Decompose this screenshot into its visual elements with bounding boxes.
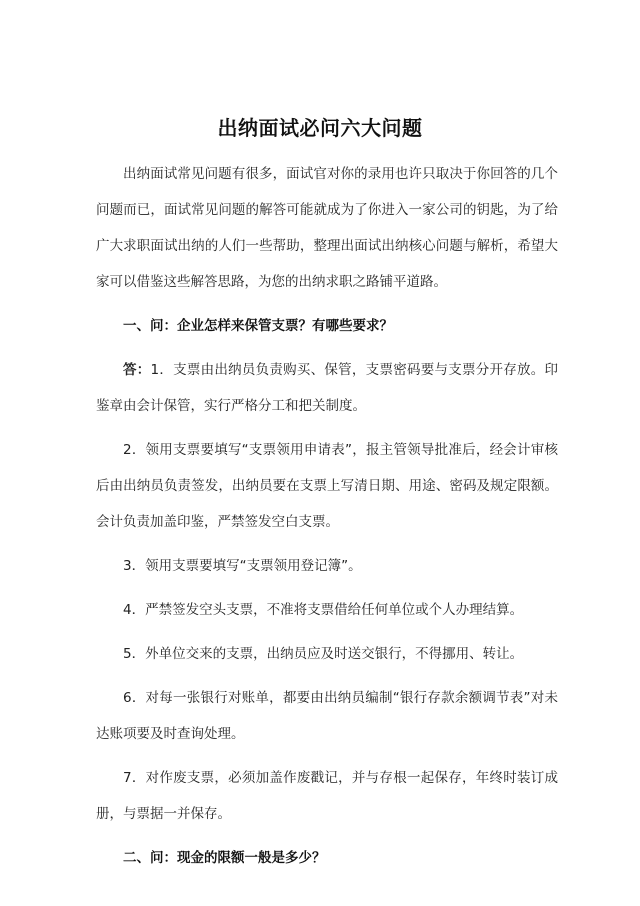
question-2-heading: 二、问：现金的限额一般是多少？ xyxy=(123,850,326,866)
question-1-heading: 一、问：企业怎样来保管支票？有哪些要求？ xyxy=(123,318,393,334)
answer-prefix: 答： xyxy=(123,362,151,378)
answer-1-item-5: 5．外单位交来的支票，出纳员应及时送交银行，不得挪用、转让。 xyxy=(123,646,524,662)
answer-1-item-1 xyxy=(96,352,558,424)
answer-item-text: 1．支票由出纳员负责购买、保管，支票密码要与支票分开存放。印鉴章由会计保管，实行严格分工和把关制度。 xyxy=(96,362,559,414)
answer-1-item-2: 2．领用支票要填写“支票领用申请表”，报主管领导批准后，经会计审核后由出纳员负责签发，出纳员要在支票上写清日期、用途、密码及规定限额。会计负责加盖印鉴，严禁签发空白支票。 xyxy=(96,442,558,530)
document-body xyxy=(96,156,558,876)
intro-paragraph: 出纳面试常见问题有很多，面试官对你的录用也许只取决于你回答的几个问题而已，面试常见问题的解答可能就成为了你进入一家公司的钥匙，为了给广大求职面试出纳的人们一些帮助，整理出面试出纳核心问题与解析，希望大家可以借鉴这些解答思路，为您的出纳求职之路铺平道路。 xyxy=(96,166,558,290)
answer-1-item-3: 3．领用支票要填写“支票领用登记簿”。 xyxy=(123,558,362,574)
answer-1-item-7: 7．对作废支票，必须加盖作废戳记，并与存根一起保存，年终时装订成册，与票据一并保存。 xyxy=(96,770,558,822)
document-title: 出纳面试必问六大问题 xyxy=(217,116,423,140)
answer-1-item-6: 6．对每一张银行对账单，都要由出纳员编制“银行存款余额调节表”对未达账项要及时查询处理。 xyxy=(96,690,558,742)
answer-1-item-4: 4．严禁签发空头支票，不准将支票借给任何单位或个人办理结算。 xyxy=(123,602,524,618)
